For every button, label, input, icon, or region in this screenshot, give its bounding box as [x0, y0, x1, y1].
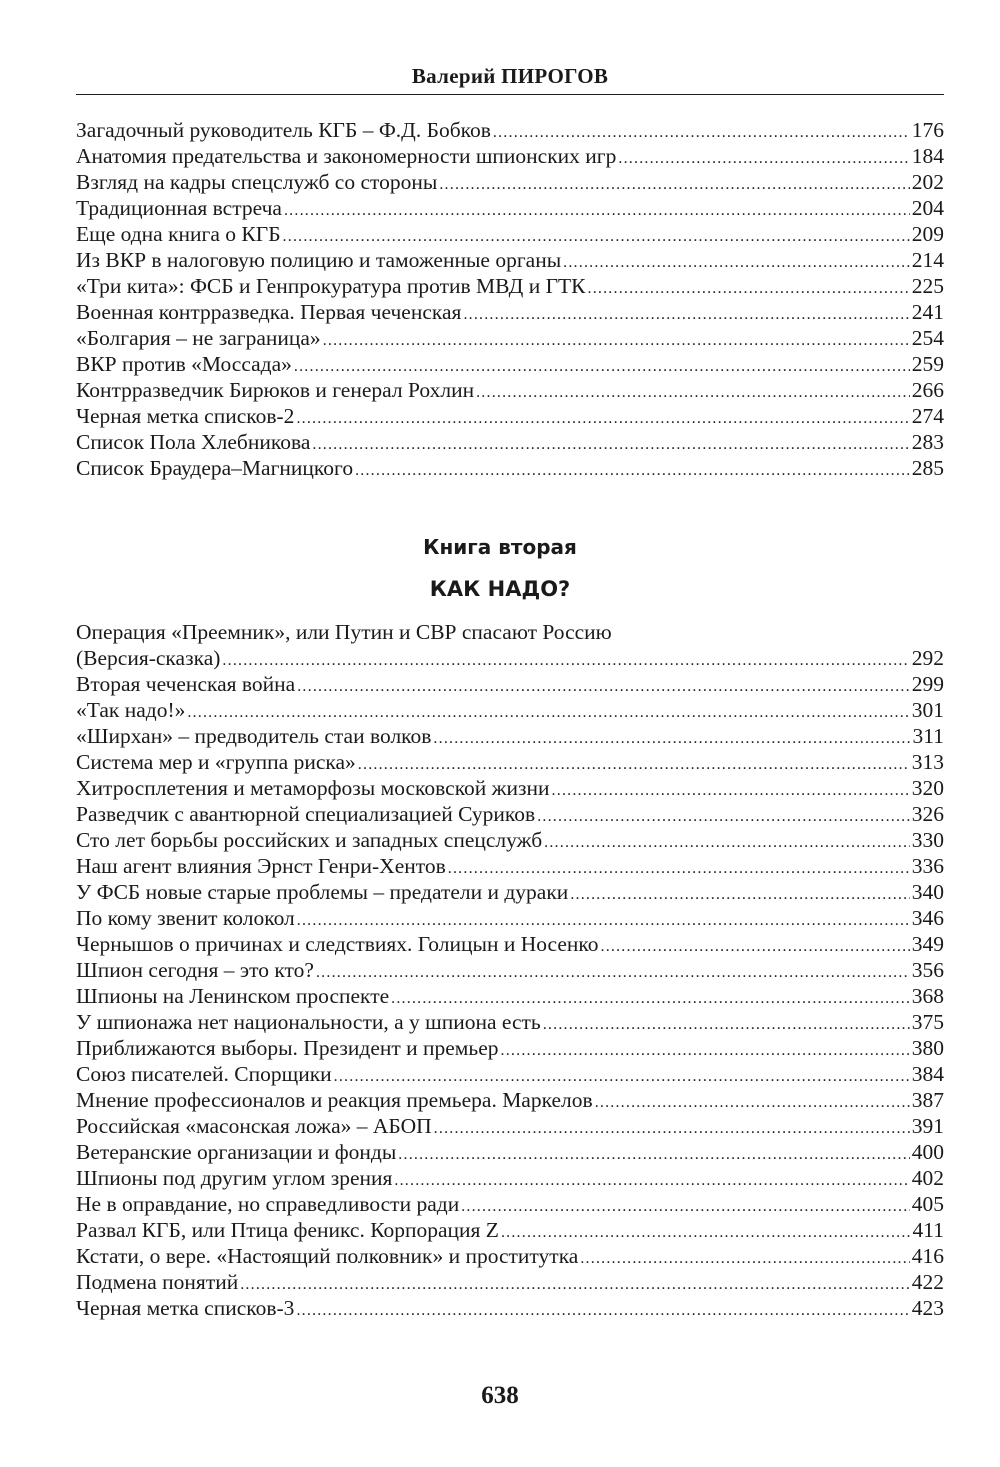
toc-entry[interactable] — [76, 827, 944, 853]
toc-entry-page: 292 — [911, 646, 944, 670]
toc-entry[interactable] — [76, 723, 944, 749]
toc-entry-page: 209 — [911, 222, 944, 246]
dot-leader — [355, 458, 910, 484]
toc-entry-page: 274 — [911, 404, 944, 428]
toc-entry-page: 311 — [912, 724, 944, 748]
toc-entry-page: 349 — [911, 932, 944, 956]
toc-entry-title: У ФСБ новые старые проблемы – предатели и дураки — [76, 880, 569, 904]
toc-entry[interactable] — [76, 1165, 944, 1191]
toc-entry-page: 214 — [911, 248, 944, 272]
toc-entry-title: Развал КГБ, или Птица феникс. Корпорация Z — [76, 1218, 499, 1242]
dot-leader — [563, 250, 910, 276]
toc-entry[interactable] — [76, 1295, 944, 1321]
toc-entry-title: Подмена понятий — [76, 1270, 239, 1294]
toc-entry-page: 299 — [911, 672, 944, 696]
toc-entry-page: 313 — [911, 750, 944, 774]
toc-entry-title: Анатомия предательства и закономерности шпионских игр — [76, 144, 617, 168]
toc-entry[interactable] — [76, 377, 944, 403]
toc-entry-page: 336 — [911, 854, 944, 878]
toc-entry-title: Ветеранские организации и фонды — [76, 1140, 397, 1164]
toc-entry-title: Шпионы на Ленинском проспекте — [76, 984, 390, 1008]
toc-entry-title: Еще одна книга о КГБ — [76, 222, 281, 246]
toc-entry-page: 176 — [911, 118, 944, 142]
dot-leader — [394, 1168, 909, 1194]
toc-entry-page: 384 — [911, 1062, 944, 1086]
toc-entry-page: 225 — [911, 274, 944, 298]
toc-entry-page: 285 — [911, 456, 944, 480]
toc-entry[interactable] — [76, 1217, 944, 1243]
toc-entry[interactable] — [76, 1087, 944, 1113]
toc-entry[interactable] — [76, 1139, 944, 1165]
toc-entry-title: Взгляд на кадры спецслужб со стороны — [76, 170, 438, 194]
toc-entry[interactable] — [76, 325, 944, 351]
dot-leader — [601, 934, 910, 960]
toc-entry-page: 380 — [911, 1036, 944, 1060]
toc-entry-title: «Три кита»: ФСБ и Генпрокуратура против МВД и ГТК — [76, 274, 586, 298]
toc-entry-title: Вторая чеченская война — [76, 672, 296, 696]
toc-entry[interactable] — [76, 1113, 944, 1139]
dot-leader — [476, 380, 910, 406]
toc-entry-page: 422 — [911, 1270, 944, 1294]
dot-leader — [570, 882, 909, 908]
toc-entry[interactable] — [76, 403, 944, 429]
toc-entry[interactable] — [76, 117, 944, 143]
toc-entry-title: Кстати, о вере. «Настоящий полковник» и проститутка — [76, 1244, 579, 1268]
toc-entry-page: 402 — [911, 1166, 944, 1190]
running-header — [76, 64, 944, 95]
dot-leader — [461, 1194, 910, 1220]
toc-entry[interactable] — [76, 1009, 944, 1035]
toc-entry[interactable] — [76, 879, 944, 905]
toc-entry-page: 283 — [911, 430, 944, 454]
dot-leader — [544, 830, 910, 856]
toc-entry-page: 387 — [911, 1088, 944, 1112]
toc-entry[interactable] — [76, 645, 944, 671]
toc-entry-title: Черная метка списков-3 — [76, 1296, 295, 1320]
book-label: Книга вторая — [423, 535, 577, 559]
toc-entry-page: 423 — [911, 1296, 944, 1320]
toc-entry-title: По кому звенит колокол — [76, 906, 295, 930]
toc-entry[interactable] — [76, 247, 944, 273]
toc-entry[interactable] — [76, 853, 944, 879]
dot-leader — [543, 1012, 910, 1038]
toc-entry-first-line[interactable] — [76, 619, 944, 645]
toc-entry[interactable] — [76, 1269, 944, 1295]
dot-leader — [595, 1090, 910, 1116]
toc-part-one — [76, 117, 944, 481]
page-number: 638 — [481, 1382, 519, 1409]
toc-entry[interactable] — [76, 455, 944, 481]
dot-leader — [552, 778, 910, 804]
toc-entry-title: У шпионажа нет национальности, а у шпиона есть — [76, 1010, 541, 1034]
toc-entry[interactable] — [76, 195, 944, 221]
toc-entry[interactable] — [76, 1061, 944, 1087]
toc-entry[interactable] — [76, 983, 944, 1009]
toc-entry-title: Контрразведчик Бирюков и генерал Рохлин — [76, 378, 475, 402]
toc-entry-title: Российская «масонская ложа» – АБОП — [76, 1114, 432, 1138]
toc-entry-page: 204 — [911, 196, 944, 220]
toc-entry-page: 259 — [911, 352, 944, 376]
toc-entry[interactable] — [76, 1191, 944, 1217]
toc-entry-page: 400 — [911, 1140, 944, 1164]
toc-entry-page: 416 — [911, 1244, 944, 1268]
toc-entry-title: Союз писателей. Спорщики — [76, 1062, 332, 1086]
toc-entry-title: Не в оправдание, но справедливости ради — [76, 1192, 460, 1216]
dot-leader — [580, 1246, 909, 1272]
dot-leader — [433, 726, 910, 752]
dot-leader — [240, 1272, 910, 1298]
toc-entry[interactable] — [76, 801, 944, 827]
toc-entry[interactable] — [76, 957, 944, 983]
toc-entry-page: 326 — [911, 802, 944, 826]
toc-entry[interactable] — [76, 749, 944, 775]
toc-entry[interactable] — [76, 1035, 944, 1061]
toc-entry-page: 405 — [911, 1192, 944, 1216]
toc-entry-title: ВКР против «Моссада» — [76, 352, 292, 376]
toc-entry[interactable] — [76, 1243, 944, 1269]
toc-entry-title: Из ВКР в налоговую полицию и таможенные органы — [76, 248, 562, 272]
dot-leader — [618, 146, 909, 172]
dot-leader — [312, 432, 909, 458]
toc-entry-page: 301 — [911, 698, 944, 722]
toc-entry-title: «Ширхан» – предводитель стаи волков — [76, 724, 432, 748]
toc-entry-title: Шпион сегодня – это кто? — [76, 958, 314, 982]
toc-entry-title: «Болгария – не заграница» — [76, 326, 321, 350]
toc-entry[interactable] — [76, 351, 944, 377]
dot-leader — [222, 648, 909, 674]
toc-entry-title: Хитросплетения и метаморфозы московской жизни — [76, 776, 550, 800]
author-name: Валерий ПИРОГОВ — [411, 64, 609, 88]
toc-entry[interactable] — [76, 143, 944, 169]
dot-leader — [501, 1038, 910, 1064]
toc-entry[interactable] — [76, 169, 944, 195]
toc-entry-title: Сто лет борьбы российских и западных спецслужб — [76, 828, 543, 852]
toc-entry-title: Традиционная встреча — [76, 196, 282, 220]
toc-part-two — [76, 619, 944, 1321]
toc-entry-page: 202 — [911, 170, 944, 194]
toc-entry-page: 241 — [911, 300, 944, 324]
toc-entry-title: Приближаются выборы. Президент и премьер — [76, 1036, 499, 1060]
toc-entry-page: 411 — [912, 1218, 944, 1242]
dot-leader — [284, 198, 910, 224]
toc-entry-title: Мнение профессионалов и реакция премьера. Маркелов — [76, 1088, 593, 1112]
toc-entry-title: Список Браудера–Магницкого — [76, 456, 354, 480]
toc-entry-title: Список Пола Хлебникова — [76, 430, 311, 454]
toc-entry[interactable] — [76, 273, 944, 299]
toc-entry-page: 391 — [911, 1114, 944, 1138]
dot-leader — [463, 302, 909, 328]
dot-leader — [296, 1298, 909, 1324]
toc-entry-title: Чернышов о причинах и следствиях. Голицын и Носенко — [76, 932, 599, 956]
dot-leader — [398, 1142, 909, 1168]
toc-entry-title: Загадочный руководитель КГБ – Ф.Д. Бобков — [76, 118, 491, 142]
toc-entry-page: 330 — [911, 828, 944, 852]
toc-entry-title: «Так надо!» — [76, 698, 186, 722]
toc-entry-title: Военная контрразведка. Первая чеченская — [76, 300, 462, 324]
toc-entry-page: 356 — [911, 958, 944, 982]
dot-leader — [537, 804, 910, 830]
toc-entry-title: Система мер и «группа риска» — [76, 750, 356, 774]
toc-entry-page: 368 — [911, 984, 944, 1008]
toc-entry[interactable] — [76, 697, 944, 723]
toc-entry-page: 375 — [911, 1010, 944, 1034]
toc-entry-page: 320 — [911, 776, 944, 800]
dot-leader — [323, 328, 910, 354]
toc-entry[interactable] — [76, 299, 944, 325]
dot-leader — [439, 172, 909, 198]
toc-entry[interactable] — [76, 671, 944, 697]
book-title: КАК НАДО? — [429, 577, 571, 601]
toc-entry-title: Шпионы под другим углом зрения — [76, 1166, 393, 1190]
toc-entry[interactable] — [76, 429, 944, 455]
toc-entry-page: 254 — [911, 326, 944, 350]
dot-leader — [296, 406, 909, 432]
toc-entry-page: 340 — [911, 880, 944, 904]
toc-entry-title: Разведчик с авантюрной специализацией Суриков — [76, 802, 536, 826]
toc-entry-title: Черная метка списков-2 — [76, 404, 295, 428]
toc-entry-title: Операция «Преемник», или Путин и СВР спасают Россию — [76, 620, 612, 644]
toc-entry-page: 266 — [911, 378, 944, 402]
toc-entry-page: 184 — [911, 144, 944, 168]
toc-entry-title: Наш агент влияния Эрнст Генри-Хентов — [76, 854, 446, 878]
dot-leader — [588, 276, 910, 302]
toc-entry[interactable] — [76, 905, 944, 931]
dot-leader — [297, 674, 910, 700]
toc-entry-page: 346 — [911, 906, 944, 930]
toc-entry[interactable] — [76, 775, 944, 801]
toc-entry-title: (Версия-сказка) — [76, 646, 221, 670]
toc-entry[interactable] — [76, 931, 944, 957]
dot-leader — [316, 960, 910, 986]
toc-entry[interactable] — [76, 221, 944, 247]
dot-leader — [434, 1116, 910, 1142]
